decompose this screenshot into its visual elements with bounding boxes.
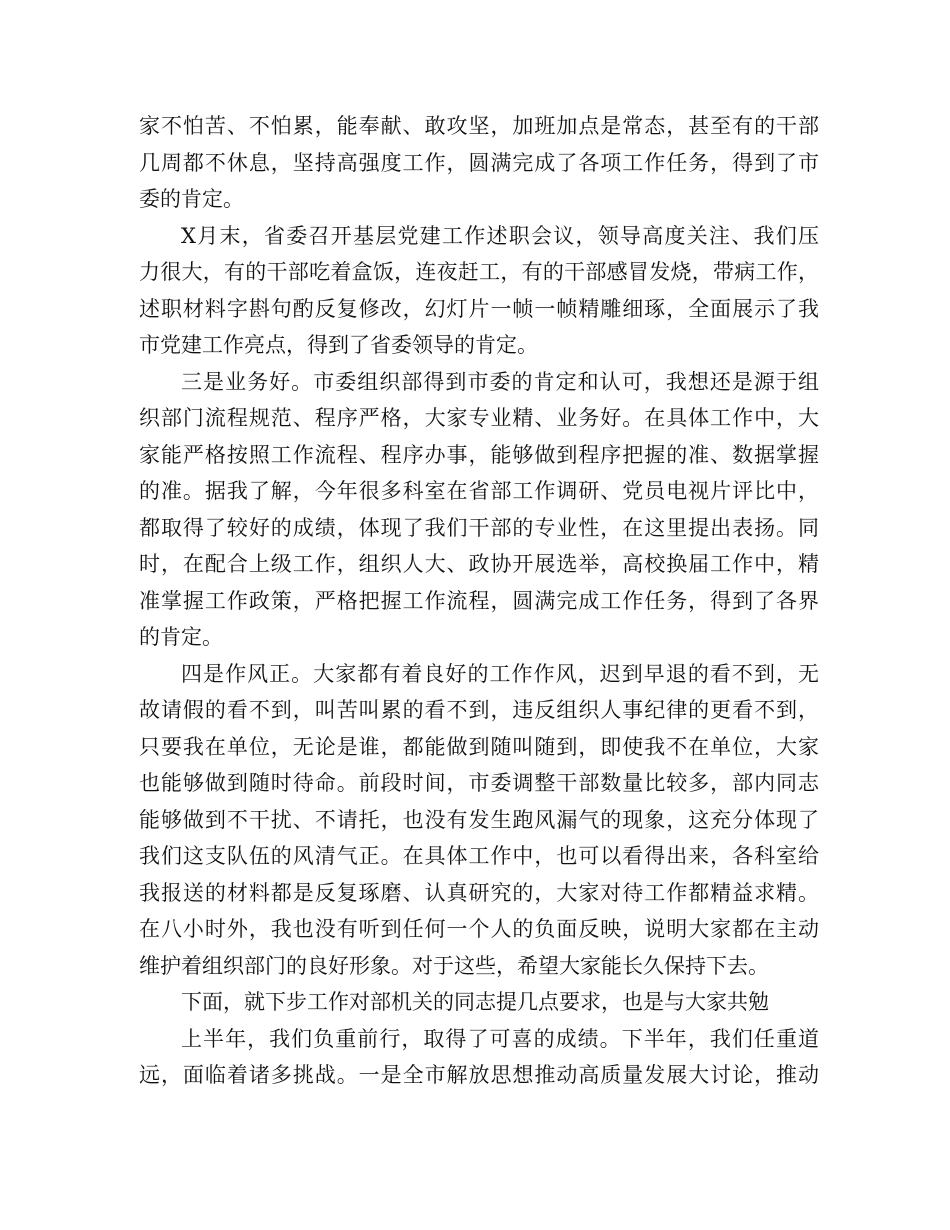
text-line: 准掌握工作政策，严格把握工作流程，圆满完成工作任务，得到了各界 — [139, 588, 819, 613]
text-line: 四是作风正。大家都有着良好的工作作风，迟到早退的看不到，无 — [181, 661, 819, 686]
text-line: 市党建工作亮点，得到了省委领导的肯定。 — [139, 333, 538, 357]
text-line: 我们这支队伍的风清气正。在具体工作中，也可以看得出来，各科室给 — [139, 844, 819, 868]
text-line: 家不怕苦、不怕累，能奉献、敢攻坚，加班加点是常态，甚至有的干部 — [139, 114, 819, 138]
text-line: 维护着组织部门的良好形象。对于这些，希望大家能长久保持下去。 — [139, 953, 769, 978]
text-line: 上半年，我们负重前行，取得了可喜的成绩。下半年，我们任重道 — [181, 1026, 819, 1051]
text-line: 的准。据我了解，今年很多科室在省部工作调研、党员电视片评比中， — [139, 479, 819, 503]
text-line: 的肯定。 — [139, 625, 223, 649]
text-line: 述职材料字斟句酌反复修改，幻灯片一帧一帧精雕细琢，全面展示了我 — [139, 296, 819, 321]
text-line: 在八小时外，我也没有听到任何一个人的负面反映，说明大家都在主动 — [139, 917, 819, 941]
text-line: 远，面临着诸多挑战。一是全市解放思想推动高质量发展大讨论，推动 — [139, 1063, 819, 1087]
text-line: 时，在配合上级工作，组织人大、政协开展选举，高校换届工作中，精 — [139, 552, 819, 576]
text-line: 也能够做到随时待命。前段时间，市委调整干部数量比较多，部内同志 — [139, 771, 819, 795]
text-line: 下面，就下步工作对部机关的同志提几点要求，也是与大家共勉 — [181, 990, 769, 1014]
text-line: 都取得了较好的成绩，体现了我们干部的专业性，在这里提出表扬。同 — [139, 515, 819, 540]
text-line: 织部门流程规范、程序严格，大家专业精、业务好。在具体工作中，大 — [139, 406, 819, 430]
text-line: 力很大，有的干部吃着盒饭，连夜赶工，有的干部感冒发烧，带病工作， — [139, 260, 819, 284]
text-line: 家能严格按照工作流程、程序办事，能够做到程序把握的准、数据掌握 — [139, 442, 819, 467]
text-line: 几周都不休息，坚持高强度工作，圆满完成了各项工作任务，得到了市 — [139, 150, 819, 175]
text-line: 只要我在单位，无论是谁，都能做到随叫随到，即使我不在单位，大家 — [139, 734, 819, 759]
document-body — [139, 108, 819, 1094]
text-line: 我报送的材料都是反复琢磨、认真研究的，大家对待工作都精益求精。 — [139, 880, 819, 905]
text-line: 委的肯定。 — [139, 187, 244, 211]
text-line: X月末，省委召开基层党建工作述职会议，领导高度关注、我们压 — [181, 223, 819, 248]
text-line: 故请假的看不到，叫苦叫累的看不到，违反组织人事纪律的更看不到， — [139, 698, 819, 722]
text-line: 三是业务好。市委组织部得到市委的肯定和认可，我想还是源于组 — [181, 369, 819, 394]
text-line: 能够做到不干扰、不请托，也没有发生跑风漏气的现象，这充分体现了 — [139, 807, 819, 832]
